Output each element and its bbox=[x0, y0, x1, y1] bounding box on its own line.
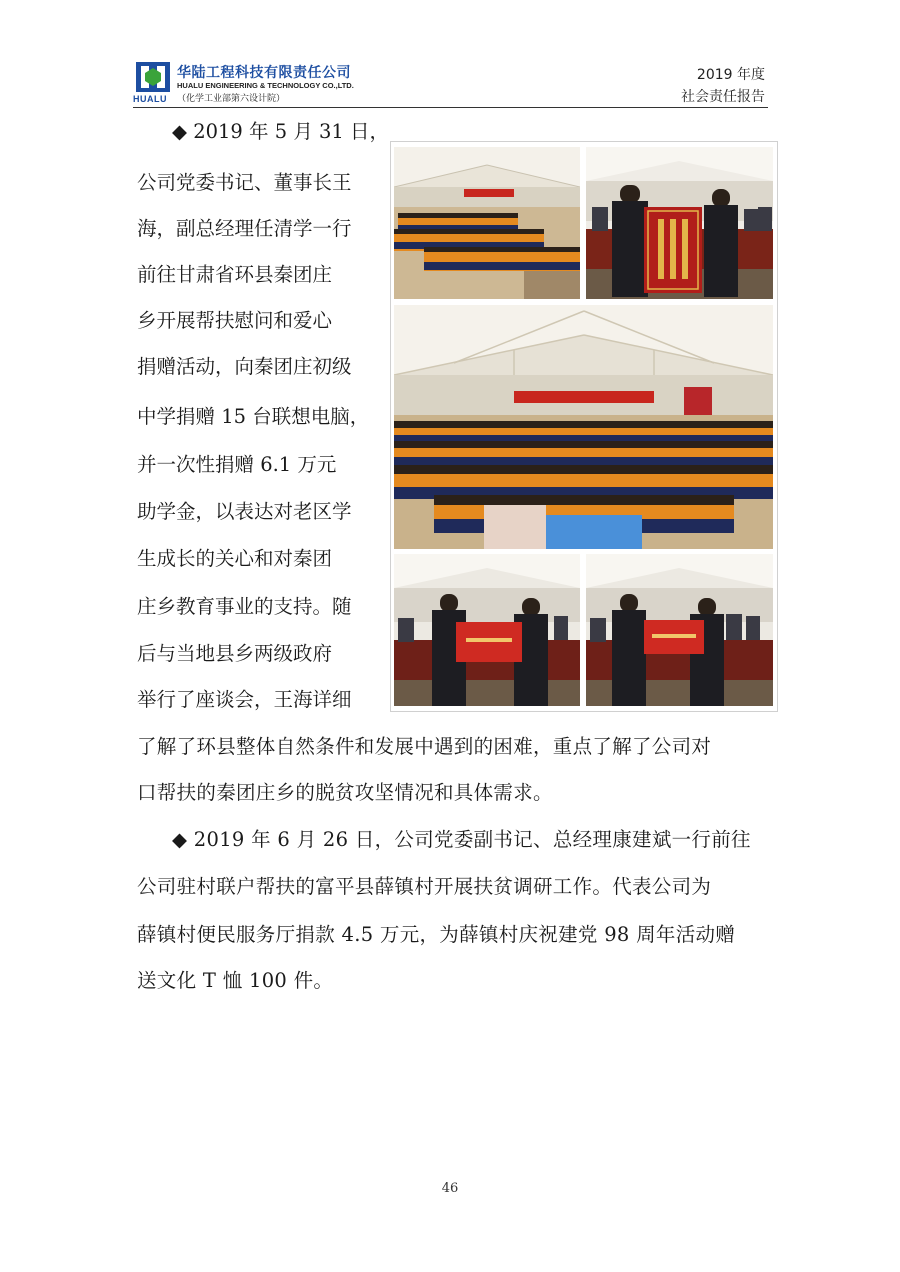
company-division: （化学工业部第六设计院） bbox=[177, 94, 286, 104]
photo-collage bbox=[390, 141, 778, 712]
text-line: 并一次性捐赠 6.1 万元 bbox=[137, 453, 337, 476]
page-header bbox=[133, 60, 773, 108]
text-line: 中学捐赠 15 台联想电脑， bbox=[137, 405, 370, 428]
text-line: 助学金，以表达对老区学 bbox=[137, 500, 352, 523]
page-number: 46 bbox=[441, 1181, 459, 1196]
text-line: 后与当地县乡两级政府 bbox=[137, 642, 333, 665]
text-line: 庄乡教育事业的支持。随 bbox=[137, 595, 352, 618]
text-line: ◆ 2019 年 5 月 31 日， bbox=[172, 120, 390, 143]
text-line: 前往甘肃省环县秦团庄 bbox=[137, 263, 333, 286]
photo-students-assembly bbox=[394, 147, 580, 299]
photo-donation-ceremony-hall bbox=[394, 305, 773, 549]
text-line: 海，副总经理任清学一行 bbox=[137, 217, 352, 240]
report-title: 社会责任报告 bbox=[681, 89, 765, 105]
text-line: 口帮扶的秦团庄乡的脱贫攻坚情况和具体需求。 bbox=[137, 781, 553, 804]
photo-certificate-presentation-1 bbox=[394, 554, 580, 706]
header-divider bbox=[133, 107, 768, 108]
text-line: 举行了座谈会，王海详细 bbox=[137, 688, 352, 711]
text-line: 捐赠活动，向秦团庄初级 bbox=[137, 355, 352, 378]
logo-wordmark: HUALU bbox=[133, 94, 167, 104]
text-line: 公司党委书记、董事长王 bbox=[137, 171, 352, 194]
hualu-logo-icon bbox=[136, 62, 170, 92]
text-line: 薛镇村便民服务厅捐款 4.5 万元，为薛镇村庆祝建党 98 周年活动赠 bbox=[137, 923, 736, 946]
company-name-en: HUALU ENGINEERING & TECHNOLOGY CO.,LTD. bbox=[177, 81, 354, 90]
text-line: 了解了环县整体自然条件和发展中遇到的困难，重点了解了公司对 bbox=[137, 735, 712, 758]
company-name-cn: 华陆工程科技有限责任公司 bbox=[177, 65, 351, 81]
text-line: 公司驻村联户帮扶的富平县薛镇村开展扶贫调研工作。代表公司为 bbox=[137, 875, 712, 898]
text-line: 送文化 T 恤 100 件。 bbox=[137, 969, 334, 992]
text-line: 乡开展帮扶慰问和爱心 bbox=[137, 309, 333, 332]
text-line: 生成长的关心和对秦团 bbox=[137, 547, 333, 570]
photo-certificate-presentation-2 bbox=[586, 554, 773, 706]
text-line: ◆ 2019 年 6 月 26 日，公司党委副书记、总经理康建斌一行前往 bbox=[172, 828, 751, 851]
report-year: 2019 年度 bbox=[696, 67, 765, 83]
photo-banner-presentation bbox=[586, 147, 773, 299]
